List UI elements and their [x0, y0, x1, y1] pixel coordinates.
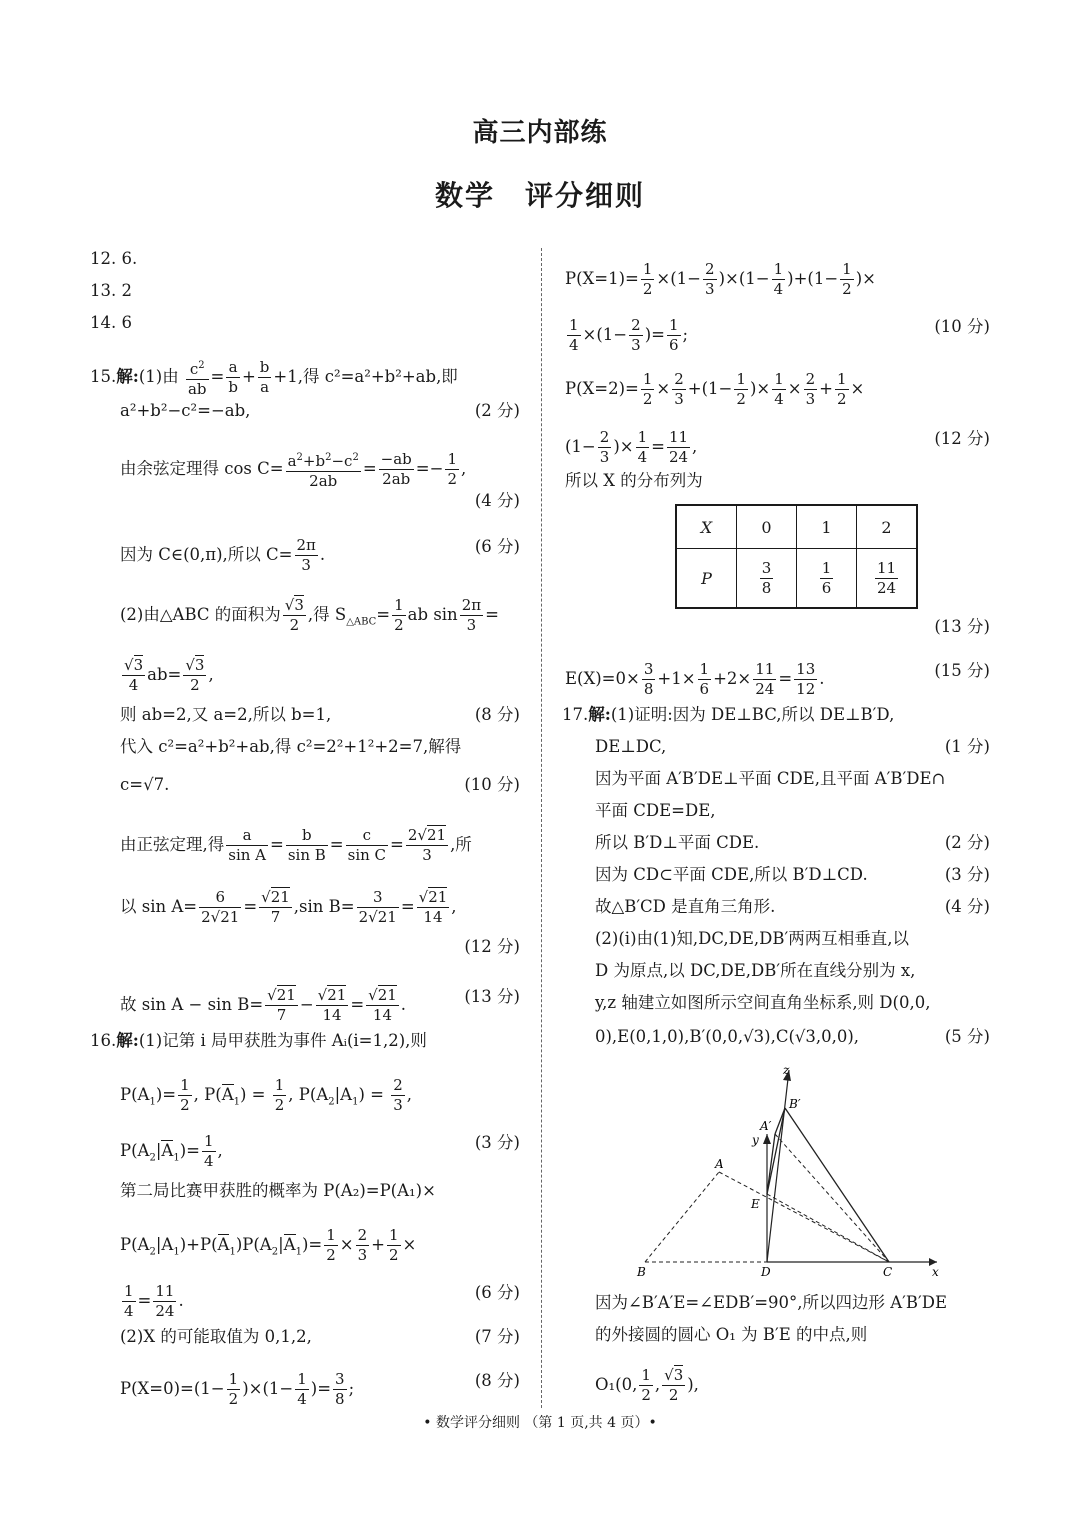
score: (12 分) — [934, 429, 990, 448]
score: (6 分) — [474, 1283, 520, 1302]
px1-line-2: $\frac{1}{4}$ ×(1− $\frac{2}{3}$ )= $\frac{1}{6}$ ; — [569, 316, 689, 354]
label-c: C — [883, 1265, 893, 1279]
table-header-cell: 0 — [737, 505, 797, 549]
label-z: z — [783, 1063, 790, 1077]
answer-12: 12. 6. — [90, 249, 138, 268]
label-d: D — [761, 1265, 771, 1279]
y-axis-arrow — [763, 1134, 771, 1144]
q15-ab-line: 则 ab=2,又 a=2,所以 b=1, — [120, 705, 332, 724]
q17-line-6: 因为 CD⊂平面 CDE,所以 B′D⊥CD. — [595, 865, 868, 884]
doc-title: 高三内部练 — [472, 118, 608, 148]
q16-px0: P(X=0)=(1− $\frac{1}{2}$ )×(1− $\frac{1}{4}$ )= $\frac{3}{8}$ ; — [120, 1370, 355, 1408]
q15-line-2: a²+b²−c²=−ab, — [120, 401, 251, 420]
table-header-cell: 1 — [797, 505, 857, 549]
score: (1 分) — [944, 737, 990, 756]
segment-ba — [645, 1172, 719, 1262]
dist-intro: 所以 X 的分布列为 — [565, 471, 703, 490]
score: (12 分) — [464, 937, 520, 956]
score: (5 分) — [944, 1027, 990, 1046]
table-cell: $\frac{1}{6}$ — [797, 549, 857, 609]
score: (4 分) — [474, 491, 520, 510]
label-b1: B′ — [789, 1097, 801, 1111]
q17-line-13: 的外接圆的圆心 O₁ 为 B′E 的中点,则 — [595, 1325, 868, 1344]
label-b: B — [637, 1265, 646, 1279]
q17-line-14: O₁(0, $\frac{1}{2}$ , $\frac{√3}{2}$ ), — [595, 1366, 699, 1404]
doc-subtitle: 数学 评分细则 — [434, 179, 645, 212]
q17-line-10: y,z 轴建立如图所示空间直角坐标系,则 D(0,0, — [595, 993, 931, 1012]
q17-line-8: (2)(ⅰ)由(1)知,DC,DE,DB′两两互相垂直,以 — [595, 929, 910, 948]
table-header-cell: X — [676, 505, 737, 549]
q15-angle: 因为 C∈(0,π),所以 C= $\frac{2\pi}{3}$ . — [120, 536, 326, 574]
q16-total-prob: $P(A_2|A_1)+P(A_1)P(A_2|A_1)=$ $\frac{1}{2}$ × $\frac{2}{3}$ + $\frac{1}{2}$ × — [120, 1226, 417, 1264]
q15-diff: 故 sin A − sin B= $\frac{√21}{7}$ − $\frac{√21}{14}$ = $\frac{√21}{14}$ . — [120, 986, 407, 1024]
score: (13 分) — [934, 617, 990, 636]
q16-total-result: $\frac{1}{4}$ = $\frac{11}{24}$ . — [124, 1282, 184, 1320]
q17-line-3: 因为平面 A′B′DE⊥平面 CDE,且平面 A′B′DE∩ — [595, 769, 946, 788]
table-cell: $\frac{11}{24}$ — [857, 549, 918, 609]
q15-cosine: 由余弦定理得 cos C= $\frac{a^2+b^2-c^2}{2ab}$ = $\frac{-ab}{2ab}$ =− $\frac{1}{2}$ , — [120, 450, 467, 490]
segment-b1c — [785, 1108, 889, 1262]
score: (10 分) — [464, 775, 520, 794]
q17-line-12: 因为∠B′A′E=∠EDB′=90°,所以四边形 A′B′DE — [595, 1293, 948, 1312]
score: (10 分) — [934, 317, 990, 336]
label-e: E — [751, 1197, 760, 1211]
expectation: E(X)=0× $\frac{3}{8}$ +1× $\frac{1}{6}$ +2× $\frac{11}{24}$ = $\frac{13}{12}$ . — [565, 660, 825, 698]
label-a1: A′ — [760, 1119, 772, 1133]
q17-line-1: 17.解:(1)证明:因为 DE⊥BC,所以 DE⊥B′D, — [562, 705, 895, 724]
q17-line-11: 0),E(0,1,0),B′(0,0,√3),C(√3,0,0), — [595, 1027, 860, 1046]
q16-line-1: 16.解:(1)记第 i 局甲获胜为事件 Aᵢ(i=1,2),则 — [90, 1031, 427, 1050]
q16-second-game: 第二局比赛甲获胜的概率为 P(A₂)=P(A₁)× — [120, 1181, 436, 1200]
q15-line-1: 15.解:(1)由 $\frac{c^2}{ab}$ = $\frac{a}{b}$ + $\frac{b}{a}$ +1,得 c²=a²+b²+ab,即 — [90, 358, 458, 398]
segment-ac — [719, 1172, 889, 1262]
q16-probs: $P(A_1)=$ $\frac{1}{2}$ , $P(A_1)$ = $\frac{1}{2}$ , $P(A_2|A_1)$ = $\frac{2}{3}$ , — [120, 1076, 413, 1114]
label-x: x — [932, 1265, 939, 1279]
column-divider — [541, 248, 542, 1408]
score: (2 分) — [944, 833, 990, 852]
score: (3 分) — [944, 865, 990, 884]
score: (4 分) — [944, 897, 990, 916]
score: (6 分) — [474, 537, 520, 556]
score: (13 分) — [464, 987, 520, 1006]
q16-prob-2: $P(A_2|A_1)=$ $\frac{1}{4}$ , — [120, 1132, 223, 1170]
score: (8 分) — [474, 1371, 520, 1390]
px1-line-1: P(X=1)= $\frac{1}{2}$ ×(1− $\frac{2}{3}$ )×(1− $\frac{1}{4}$ )+(1− $\frac{1}{2}$ )× — [565, 260, 876, 298]
q17-line-2: DE⊥DC, — [595, 737, 667, 756]
table-cell: $\frac{3}{8}$ — [737, 549, 797, 609]
segment-a1c — [775, 1134, 889, 1262]
q16-part2: (2)X 的可能取值为 0,1,2, — [120, 1327, 312, 1346]
q15-sub-line: 代入 c²=a²+b²+ab,得 c²=2²+1²+2=7,解得 — [120, 737, 462, 756]
label-y: y — [752, 1133, 759, 1147]
q17-line-5: 所以 B′D⊥平面 CDE. — [595, 833, 760, 852]
px2-line-2: (1− $\frac{2}{3}$ )× $\frac{1}{4}$ = $\frac{11}{24}$ , — [565, 428, 698, 466]
score: (3 分) — [474, 1133, 520, 1152]
page-footer: • 数学评分细则 （第 1 页,共 4 页）• — [423, 1415, 657, 1431]
label-a: A — [715, 1157, 724, 1171]
q15-area: (2)由△ABC 的面积为 $\frac{√3}{2}$ ,得 $S_{\triangle ABC}=$ $\frac{1}{2}$ ab sin $\frac{2\pi}{3}$ = — [120, 596, 499, 634]
score: (15 分) — [934, 661, 990, 680]
q17-line-4: 平面 CDE=DE, — [595, 801, 716, 820]
q15-c-line: c=√7. — [120, 775, 170, 794]
table-header-cell: 2 — [857, 505, 918, 549]
px2-line-1: P(X=2)= $\frac{1}{2}$ × $\frac{2}{3}$ +(1− $\frac{1}{2}$ )× $\frac{1}{4}$ × $\frac{2}{3}$ + $\frac{1}{2}$ × — [565, 370, 865, 408]
table-row-label: P — [676, 549, 737, 609]
distribution-table — [675, 504, 918, 609]
q17-line-7: 故△B′CD 是直角三角形. — [595, 897, 776, 916]
answer-13: 13. 2 — [90, 281, 132, 300]
q17-line-9: D 为原点,以 DC,DE,DB′所在直线分别为 x, — [595, 961, 916, 980]
q15-sine-law: 由正弦定理,得 $\frac{a}{\text{sin A}}$ = $\frac{b}{\text{sin B}}$ = $\frac{c}{\text{sin C}}$ = $\frac{2√21}{3}$ ,所 — [120, 826, 472, 864]
score: (7 分) — [474, 1327, 520, 1346]
coordinate-figure — [627, 1062, 957, 1284]
q15-ab-eq: $\frac{√3}{4}$ ab= $\frac{√3}{2}$ , — [124, 656, 214, 694]
q15-sin-values: 以 sin A= $\frac{6}{2√21}$ = $\frac{√21}{7}$ ,sin B= $\frac{3}{2√21}$ = $\frac{√21}{14}$ , — [120, 888, 457, 926]
score: (2 分) — [474, 401, 520, 420]
score: (8 分) — [474, 705, 520, 724]
answer-14: 14. 6 — [90, 313, 132, 332]
